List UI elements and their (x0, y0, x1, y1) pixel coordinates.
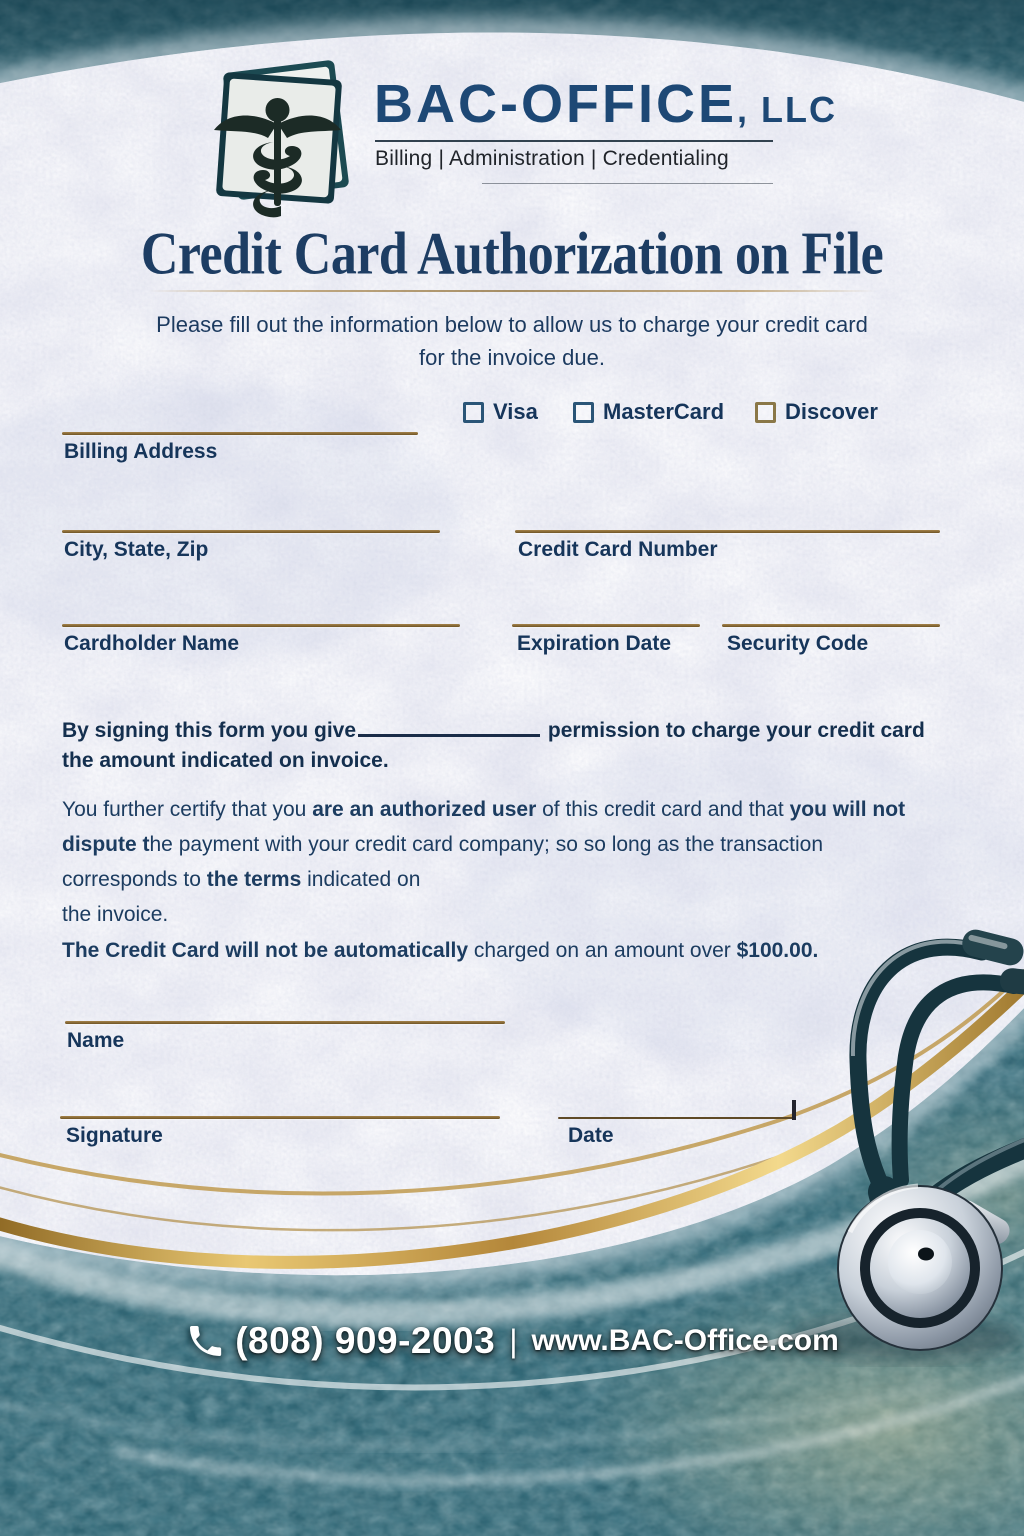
title-divider (148, 290, 876, 292)
date-label: Date (568, 1124, 614, 1147)
charge-limit-paragraph: The Credit Card will not be automatically charged on an amount over $100.00. (62, 939, 819, 962)
company-logo (374, 74, 837, 138)
card-option-mastercard[interactable] (573, 399, 724, 425)
mastercard-checkbox[interactable] (573, 402, 594, 423)
signature-field[interactable] (60, 1116, 500, 1119)
company-name: BAC-OFFICE, LLC (374, 74, 837, 134)
footer-phone-number: (808) 909-2003 (235, 1320, 496, 1361)
visa-checkbox[interactable] (463, 402, 484, 423)
intro-text: Please fill out the information below to allow us to charge your credit card for the invoice due. (156, 312, 868, 370)
footer-separator: | (509, 1322, 518, 1359)
discover-label: Discover (785, 399, 878, 424)
name-label: Name (67, 1029, 125, 1052)
agreement-paragraph: By signing this form you give permission to charge your credit card the amount indicated on invoice. (62, 716, 992, 776)
caduceus-documents-icon (214, 60, 349, 218)
card-option-discover[interactable] (755, 399, 878, 425)
company-tagline: Billing | Administration | Credentialing (375, 147, 729, 170)
card-option-visa[interactable] (463, 399, 538, 425)
date-field[interactable] (558, 1117, 795, 1119)
visa-label: Visa (493, 399, 538, 424)
billing-address-label: Billing Address (64, 440, 218, 463)
name-field[interactable] (65, 1021, 505, 1024)
security-code-field[interactable] (722, 624, 940, 627)
expiration-date-label: Expiration Date (517, 632, 672, 655)
billing-address-field[interactable] (62, 432, 418, 435)
logo-divider-2 (482, 183, 773, 184)
logo-divider (375, 140, 773, 142)
page-title: Credit Card Authorization on File (140, 221, 884, 288)
security-code-label: Security Code (727, 632, 869, 655)
credit-card-number-label: Credit Card Number (518, 538, 718, 561)
company-suffix: , LLC (736, 89, 837, 130)
expiration-date-field[interactable] (512, 624, 700, 627)
certify-paragraph: You further certify that you are an authorized user of this credit card and that you will not dispute the payment with your credit card company; so so long as the transaction corresponds to the terms indicated on the invoice. (62, 798, 906, 926)
city-state-zip-field[interactable] (62, 530, 440, 533)
phone-handset-icon (185, 1321, 225, 1361)
footer-contact-bar (0, 1320, 1024, 1362)
signature-label: Signature (66, 1124, 163, 1147)
mastercard-label: MasterCard (603, 399, 725, 424)
discover-checkbox[interactable] (755, 402, 776, 423)
cardholder-name-label: Cardholder Name (64, 632, 240, 655)
credit-card-number-field[interactable] (515, 530, 940, 533)
city-state-zip-label: City, State, Zip (64, 538, 209, 561)
cardholder-name-field[interactable] (62, 624, 460, 627)
date-field-end-tick (792, 1100, 796, 1120)
footer-website-link[interactable]: www.BAC-Office.com (531, 1324, 839, 1357)
